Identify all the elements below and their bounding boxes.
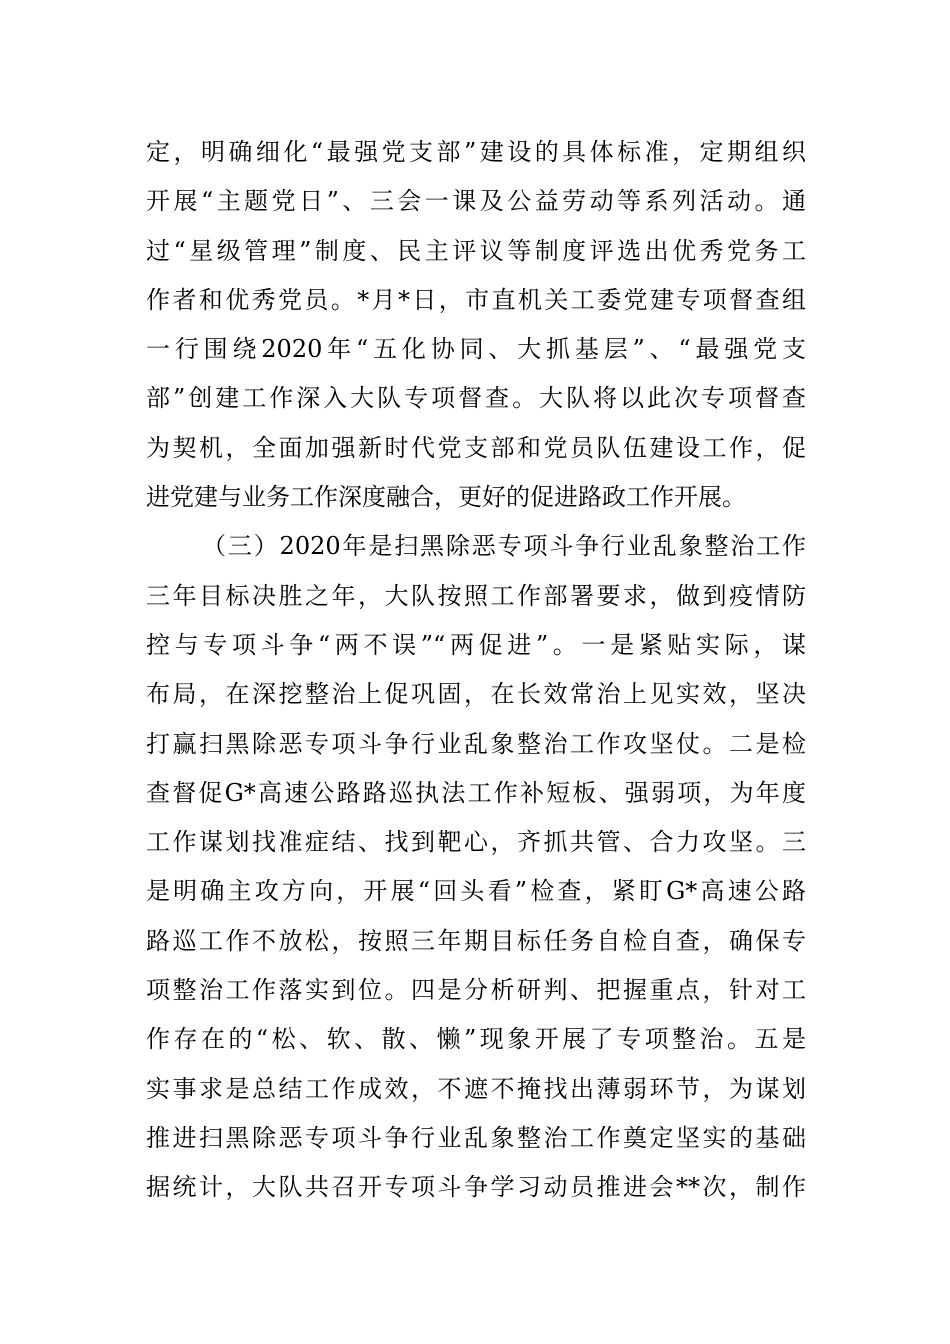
text-line: 作存在的“松、软、散、懒”现象开展了专项整治。五是	[146, 1025, 806, 1054]
text-line: 实事求是总结工作成效，不遮不掩找出薄弱环节，为谋划	[146, 1074, 806, 1103]
text-line: 工作谋划找准症结、找到靶心，齐抓共管、合力攻坚。三	[146, 828, 806, 857]
text-line: 定，明确细化“最强党支部”建设的具体标准，定期组织	[146, 138, 806, 166]
text-line: 打赢扫黑除恶专项斗争行业乱象整治工作攻坚仗。二是检	[146, 729, 806, 758]
text-line: 查督促G*高速公路路巡执法工作补短板、强弱项，为年度	[146, 778, 806, 807]
text-line: 据统计，大队共召开专项斗争学习动员推进会**次，制作	[146, 1173, 806, 1202]
text-line: 是明确主攻方向，开展“回头看”检查，紧盯G*高速公路	[146, 877, 806, 906]
text-line: 一行围绕2020年“五化协同、大抓基层”、“最强党支	[146, 335, 806, 364]
text-line: 路巡工作不放松，按照三年期目标任务自检自查，确保专	[146, 926, 806, 955]
text-line: 三年目标决胜之年，大队按照工作部署要求，做到疫情防	[146, 581, 806, 610]
text-line: 进党建与业务工作深度融合，更好的促进路政工作开展。	[146, 483, 746, 512]
body-text	[146, 128, 806, 1213]
text-line: 控与专项斗争“两不误”“两促进”。一是紧贴实际，谋	[146, 630, 806, 659]
text-line: 过“星级管理”制度、民主评议等制度评选出优秀党务工	[146, 236, 806, 265]
paragraph-start-line: （三）2020年是扫黑除恶专项斗争行业乱象整治工作	[202, 532, 806, 561]
text-line: 开展“主题党日”、三会一课及公益劳动等系列活动。通	[146, 187, 806, 216]
text-line: 布局，在深挖整治上促巩固，在长效常治上见实效，坚决	[146, 680, 806, 709]
text-line: 为契机，全面加强新时代党支部和党员队伍建设工作，促	[146, 433, 806, 462]
text-line: 部”创建工作深入大队专项督查。大队将以此次专项督查	[146, 384, 806, 413]
text-line: 项整治工作落实到位。四是分析研判、把握重点，针对工	[146, 976, 806, 1005]
text-line: 推进扫黑除恶专项斗争行业乱象整治工作奠定坚实的基础	[146, 1123, 806, 1152]
text-line: 作者和优秀党员。*月*日，市直机关工委党建专项督查组	[146, 285, 806, 314]
